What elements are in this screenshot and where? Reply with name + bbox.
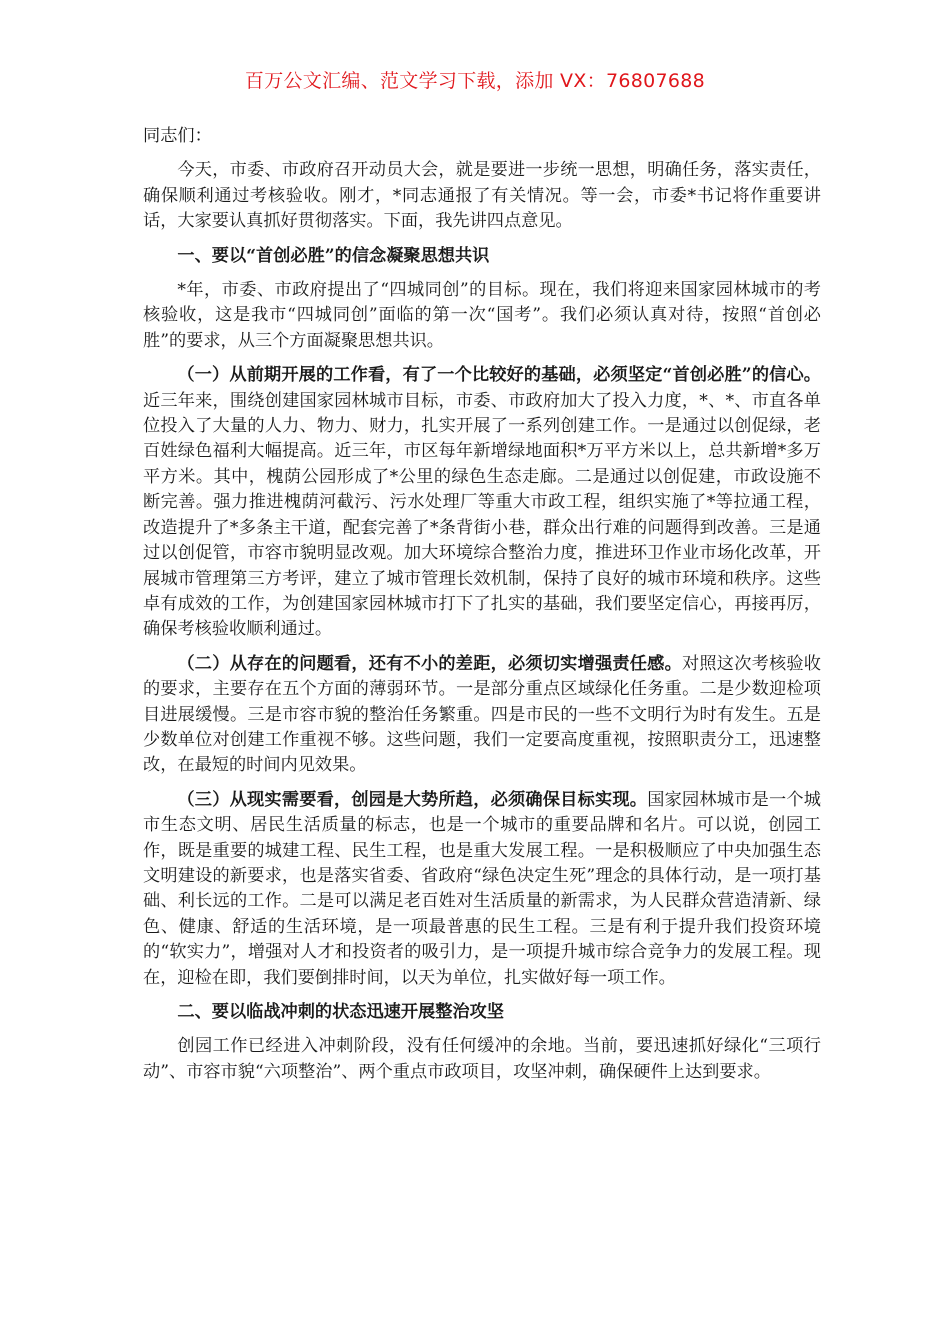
salutation: 同志们： (143, 126, 212, 146)
section-1-intro: *年，市委、市政府提出了“四城同创”的目标。现在，我们将迎来国家园林城市的考核验收，这是我市“四城同创”面临的第一次“国考”。我们必须认真对待，按照“首创必胜”的要求，从三个方面凝聚思想共识。 (143, 280, 821, 351)
point-lead: （二）从存在的问题看，还有不小的差距，必须切实增强责任感。 (177, 653, 682, 674)
point-paragraph (143, 652, 821, 779)
point-paragraph (143, 788, 821, 991)
point-lead: （一）从前期开展的工作看，有了一个比较好的基础，必须坚定“首创必胜”的信心。 (177, 365, 821, 386)
section-2-intro: 创园工作已经进入冲刺阶段，没有任何缓冲的余地。当前，要迅速抓好绿化“三项行动”、市容市貌“六项整治”、两个重点市政项目，攻坚冲刺，确保硬件上达到要求。 (143, 1036, 821, 1082)
section-heading-2: 二、要以临战冲刺的状态迅速开展整治攻坚 (177, 1002, 504, 1022)
point-lead: （三）从现实需要看，创园是大势所趋，必须确保目标实现。 (177, 789, 648, 810)
point-body: 近三年来，围绕创建国家园林城市目标，市委、市政府加大了投入力度，*、*、市直各单位投入了大量的人力、物力、财力，扎实开展了一系列创建工作。一是通过以创促绿，老百姓绿色福利大幅提高。近三年，市区每年新增绿地面积*万平方米以上，总共新增*多万平方米。其中，槐荫公园形成了*公里的绿色生态走廊。二是通过以创促建，市政设施不断完善。强力推进槐荫河截污、污水处理厂等重大市政工程，组织实施了*等拉通工程，改造提升了*多条主干道，配套完善了*条背街小巷，群众出行难的问题得到改善。三是通过以创促管，市容市貌明显改观。加大环境综合整治力度，推进环卫作业市场化改革，开展城市管理第三方考评，建立了城市管理长效机制，保持了良好的城市环境和秩序。这些卓有成效的工作，为创建国家园林城市打下了扎实的基础，我们要坚定信心，再接再厉，确保考核验收顺利通过。 (143, 390, 821, 640)
point-body: 国家园林城市是一个城市生态文明、居民生活质量的标志，也是一个城市的重要品牌和名片。可以说，创园工作，既是重要的城建工程、民生工程，也是重大发展工程。一是积极顺应了中央加强生态文明建设的新要求，也是落实省委、省政府“绿色决定生死”理念的具体行动，是一项打基础、利长远的工作。二是可以满足老百姓对生活质量的新需求，为人民群众营造清新、绿色、健康、舒适的生活环境，是一项最普惠的民生工程。三是有利于提升我们投资环境的“软实力”，增强对人才和投资者的吸引力，是一项提升城市综合竞争力的发展工程。现在，迎检在即，我们要倒排时间，以天为单位，扎实做好每一项工作。 (143, 789, 821, 988)
point-paragraph (143, 363, 821, 642)
watermark-banner: 百万公文汇编、范文学习下载，添加 VX：76807688 (244, 70, 706, 92)
intro-paragraph: 今天，市委、市政府召开动员大会，就是要进一步统一思想，明确任务，落实责任，确保顺利通过考核验收。刚才，*同志通报了有关情况。等一会，市委*书记将作重要讲话，大家要认真抓好贯彻落实。下面，我先讲四点意见。 (143, 160, 821, 232)
speech-body (143, 124, 821, 1094)
section-heading-1: 一、要以“首创必胜”的信念凝聚思想共识 (177, 245, 490, 266)
point-body: 对照这次考核验收的要求，主要存在五个方面的薄弱环节。一是部分重点区域绿化任务重。二是少数迎检项目进展缓慢。三是市容市貌的整治任务繁重。四是市民的一些不文明行为时有发生。五是少数单位对创建工作重视不够。这些问题，我们一定要高度重视，按照职责分工，迅速整改，在最短的时间内见效果。 (143, 653, 821, 776)
